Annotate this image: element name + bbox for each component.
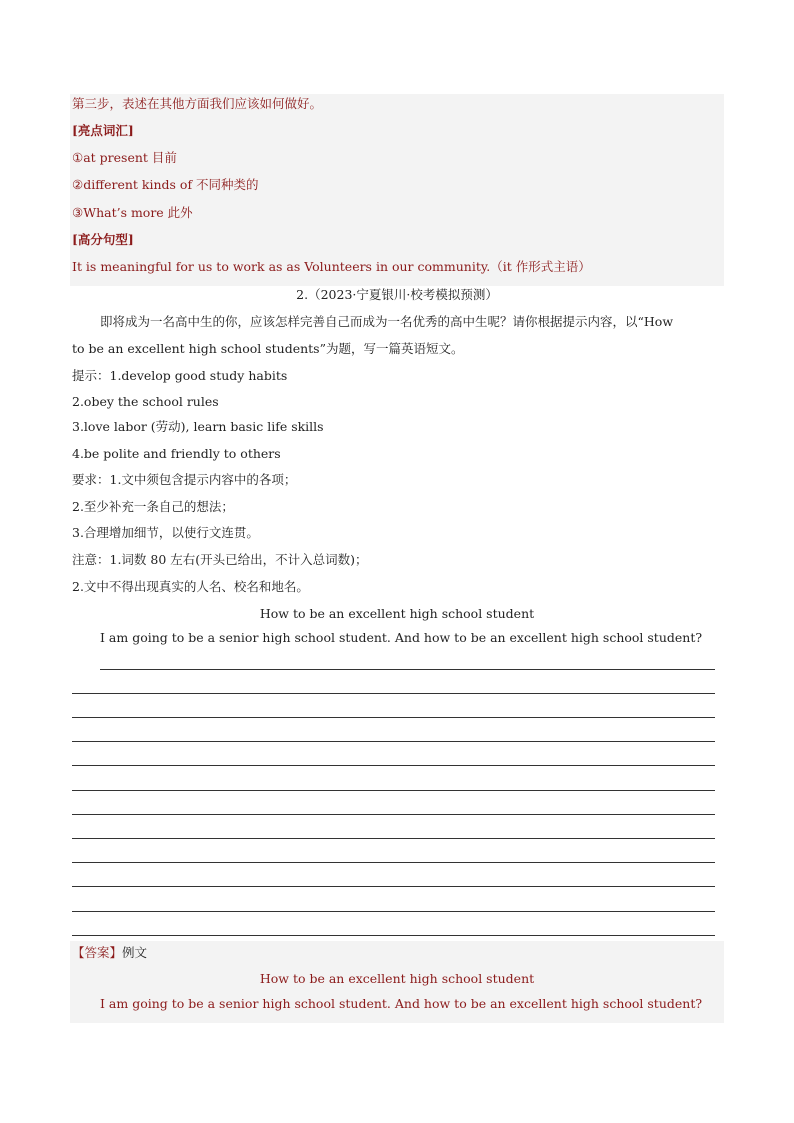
answer-essay-title: How to be an excellent high school student: [259, 971, 535, 986]
essay-opening: I am going to be a senior high school student. And how to be an excellent high school student?: [100, 630, 703, 645]
hint-3: 3.love labor (劳动), learn basic life skills: [72, 419, 324, 434]
writing-line: [72, 911, 715, 912]
question-number-source: 2.（2023·宁夏银川·校考模拟预测）: [296, 287, 498, 302]
answer-label: 【答案】: [72, 945, 123, 960]
requirement-1: 要求：1.文中须包含提示内容中的各项；: [72, 472, 297, 487]
vocab-text: What’s more 此外: [83, 205, 193, 220]
writing-line: [72, 717, 715, 718]
writing-line: [72, 838, 715, 839]
hint-2: 2.obey the school rules: [72, 394, 219, 409]
answer-label-suffix: 例文: [122, 945, 148, 960]
writing-line: [72, 814, 715, 815]
vocab-text: different kinds of 不同种类的: [83, 177, 259, 192]
vocab-item: [72, 176, 259, 194]
writing-line: [72, 741, 715, 742]
writing-line: [72, 935, 715, 936]
writing-line: [72, 693, 715, 694]
sentence-heading: [高分句型]: [72, 232, 134, 247]
prompt-line-1: 即将成为一名高中生的你，应该怎样完善自己而成为一名优秀的高中生呢？请你根据提示内容，以“How: [100, 314, 674, 329]
vocab-heading: [亮点词汇]: [72, 123, 134, 138]
writing-line: [100, 669, 715, 670]
requirement-2: 2.至少补充一条自己的想法；: [72, 499, 234, 514]
writing-line: [72, 886, 715, 887]
vocab-text: at present 目前: [83, 150, 177, 165]
vocab-item: [72, 204, 193, 222]
essay-title: How to be an excellent high school student: [259, 606, 535, 621]
step3-text: 第三步，表述在其他方面我们应该如何做好。: [72, 96, 323, 111]
writing-line: [72, 790, 715, 791]
answer-label-row: [72, 944, 147, 962]
answer-essay-opening: I am going to be a senior high school student. And how to be an excellent high school student?: [100, 996, 703, 1011]
writing-line: [72, 765, 715, 766]
sentence-pattern: It is meaningful for us to work as as Volunteers in our community.（it 作形式主语）: [72, 259, 591, 274]
note-2: 2.文中不得出现真实的人名、校名和地名。: [72, 579, 309, 594]
requirement-3: 3.合理增加细节，以使行文连贯。: [72, 525, 259, 540]
vocab-number: ③: [72, 205, 84, 220]
writing-line: [72, 862, 715, 863]
vocab-number: ①: [72, 150, 84, 165]
note-1: 注意：1.词数 80 左右(开头已给出，不计入总词数)；: [72, 552, 368, 567]
vocab-number: ②: [72, 177, 84, 192]
hint-1: 提示：1.develop good study habits: [72, 368, 288, 383]
prompt-line-2: to be an excellent high school students”为题，写一篇英语短文。: [72, 341, 464, 356]
hint-4: 4.be polite and friendly to others: [72, 446, 281, 461]
vocab-item: [72, 149, 177, 167]
